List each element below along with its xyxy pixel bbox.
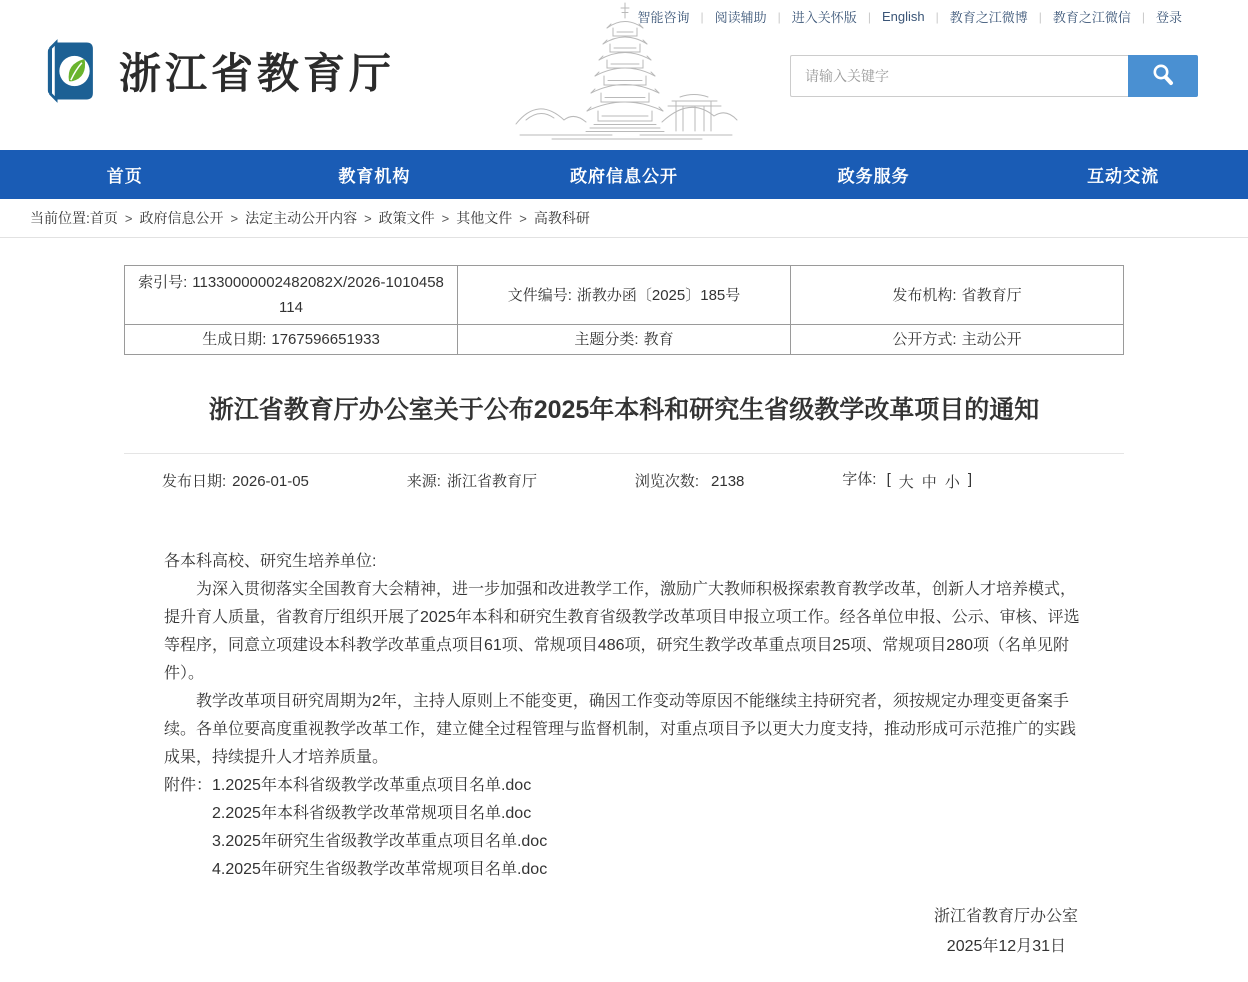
- attachments-label: 附件：: [164, 777, 213, 794]
- breadcrumb-separator: >: [124, 210, 133, 226]
- font-bracket-close: ]: [967, 471, 972, 488]
- meta-cell-topic-category: [458, 325, 791, 355]
- font-size-label: 字体:: [842, 471, 877, 488]
- meta-value: 省教育厅: [961, 286, 1022, 304]
- font-bracket-open: [: [886, 471, 891, 488]
- meta-label: 发布机构:: [892, 286, 957, 304]
- site-header: [0, 0, 1248, 150]
- book-leaf-logo-icon: [35, 36, 103, 106]
- attachment-link-3[interactable]: 3.2025年研究生省级教学改革重点项目名单.doc: [212, 833, 548, 850]
- table-row: [125, 325, 1124, 355]
- utility-separator: |: [777, 9, 781, 24]
- utility-link-reading-aid[interactable]: 阅读辅助: [714, 10, 767, 25]
- breadcrumb-item-higher-edu-research[interactable]: 高教科研: [533, 210, 590, 226]
- article-paragraph: 教学改革项目研究周期为2年，主持人原则上不能变更，确因工作变动等原因不能继续主持研究者，须按规定办理变更备案手续。各单位要高度重视教学改革工作，建立健全过程管理与监督机制，对重点项目予以更大力度支持，推动形成可示范推广的实践成果，持续提升人才培养质量。: [164, 693, 1077, 766]
- signature-date: 2025年12月31日: [946, 938, 1066, 955]
- nav-item-interaction[interactable]: 互动交流: [1087, 167, 1160, 186]
- breadcrumb: [0, 199, 1248, 238]
- utility-link-smart-consult[interactable]: 智能咨询: [637, 10, 690, 25]
- utility-separator: |: [700, 9, 704, 24]
- meta-value: 主动公开: [961, 331, 1022, 348]
- meta-value: 浙教办函〔2025〕185号: [576, 286, 741, 304]
- search-input[interactable]: [790, 55, 1128, 97]
- article-meta-row: [124, 454, 1124, 492]
- font-size-medium-button[interactable]: 中: [921, 474, 937, 491]
- article-signature: [164, 902, 1084, 962]
- article-paragraph: 为深入贯彻落实全国教育大会精神，进一步加强和改进教学工作，激励广大教师积极探索教育教学改革，创新人才培养模式，提升育人质量，省教育厅组织开展了2025年本科和研究生教育省级教学改革项目申报立项工作。经各单位申报、公示、审核、评选等程序，同意立项建设本科教学改革重点项目61项、常规项目486项，研究生教学改革重点项目25项、常规项目280项（名单见附件）。: [164, 581, 1080, 682]
- breadcrumb-item-home[interactable]: 首页: [89, 210, 118, 226]
- nav-item-home[interactable]: 首页: [106, 167, 143, 186]
- view-count-value: 2138: [711, 472, 745, 490]
- nav-item-education-institutions[interactable]: 教育机构: [338, 167, 411, 186]
- main-nav: [0, 150, 1248, 199]
- meta-label: 公开方式:: [892, 331, 957, 348]
- nav-item-government-info-disclosure[interactable]: 政府信息公开: [569, 167, 678, 186]
- font-size-large-button[interactable]: 大: [898, 474, 914, 491]
- utility-link-wechat[interactable]: 教育之江微信: [1052, 10, 1131, 25]
- attachment-link-4[interactable]: 4.2025年研究生省级教学改革常规项目名单.doc: [212, 861, 548, 878]
- nav-item-government-services[interactable]: 政务服务: [837, 167, 910, 186]
- meta-cell-creation-date: [125, 325, 458, 355]
- utility-separator: |: [1141, 9, 1145, 24]
- meta-cell-issuing-agency: [791, 266, 1124, 325]
- attachments-section: [164, 772, 1084, 884]
- breadcrumb-separator: >: [441, 210, 450, 226]
- breadcrumb-item-gov-info[interactable]: 政府信息公开: [139, 210, 224, 226]
- meta-value: 1767596651933: [271, 331, 380, 348]
- site-title: 浙江省教育厅: [119, 49, 396, 98]
- document-meta-table: [124, 265, 1124, 355]
- publish-date: [162, 470, 309, 491]
- breadcrumb-item-other-documents[interactable]: 其他文件: [456, 210, 513, 226]
- table-row: [125, 266, 1124, 325]
- article-title: 浙江省教育厅办公室关于公布2025年本科和研究生省级教学改革项目的通知: [208, 396, 1040, 424]
- meta-value: 教育: [643, 331, 674, 348]
- utility-link-weibo[interactable]: 教育之江微博: [949, 10, 1028, 25]
- breadcrumb-prefix: 当前位置:: [30, 210, 90, 226]
- meta-label: 索引号:: [138, 274, 188, 291]
- meta-label: 生成日期:: [202, 331, 267, 348]
- meta-value: 11330000002482082X/2026-1010458114: [192, 274, 444, 316]
- article-salutation: 各本科高校、研究生培养单位:: [164, 553, 377, 570]
- publish-date-label: 发布日期:: [162, 472, 227, 490]
- meta-cell-document-number: [458, 266, 791, 325]
- meta-label: 文件编号:: [507, 286, 572, 304]
- meta-cell-disclosure-method: [791, 325, 1124, 355]
- breadcrumb-separator: >: [519, 210, 527, 226]
- site-search: [790, 55, 1198, 97]
- meta-label: 主题分类:: [574, 331, 639, 348]
- attachment-link-1[interactable]: 1.2025年本科省级教学改革重点项目名单.doc: [212, 777, 532, 794]
- pagoda-sketch-illustration: [512, 0, 740, 149]
- search-icon: [1150, 62, 1176, 91]
- article-source: [407, 470, 537, 491]
- source-label: 来源:: [406, 472, 441, 490]
- meta-cell-index-number: [125, 266, 458, 325]
- breadcrumb-separator: >: [230, 210, 239, 226]
- view-count-label: 浏览次数:: [634, 472, 700, 490]
- utility-link-english[interactable]: English: [881, 9, 925, 24]
- view-count: [635, 470, 745, 491]
- article-page: [124, 265, 1124, 982]
- breadcrumb-item-policy-documents[interactable]: 政策文件: [378, 210, 435, 226]
- font-size-controls: [842, 468, 972, 492]
- utility-link-care-version[interactable]: 进入关怀版: [791, 10, 857, 25]
- utility-link-login[interactable]: 登录: [1155, 10, 1182, 25]
- font-size-small-button[interactable]: 小: [944, 474, 960, 491]
- article-body: [124, 548, 1124, 962]
- breadcrumb-separator: >: [364, 210, 372, 226]
- signature-organization: 浙江省教育厅办公室: [933, 908, 1078, 925]
- utility-separator: |: [1038, 9, 1042, 24]
- breadcrumb-item-statutory-disclosure[interactable]: 法定主动公开内容: [245, 210, 358, 226]
- bottom-spacer: [124, 962, 1124, 982]
- site-logo[interactable]: [35, 36, 395, 106]
- attachment-link-2[interactable]: 2.2025年本科省级教学改革常规项目名单.doc: [212, 805, 532, 822]
- publish-date-value: 2026-01-05: [232, 472, 309, 490]
- search-button[interactable]: [1128, 55, 1198, 97]
- utility-separator: |: [935, 9, 939, 24]
- source-value: 浙江省教育厅: [446, 472, 537, 490]
- utility-separator: |: [867, 9, 871, 24]
